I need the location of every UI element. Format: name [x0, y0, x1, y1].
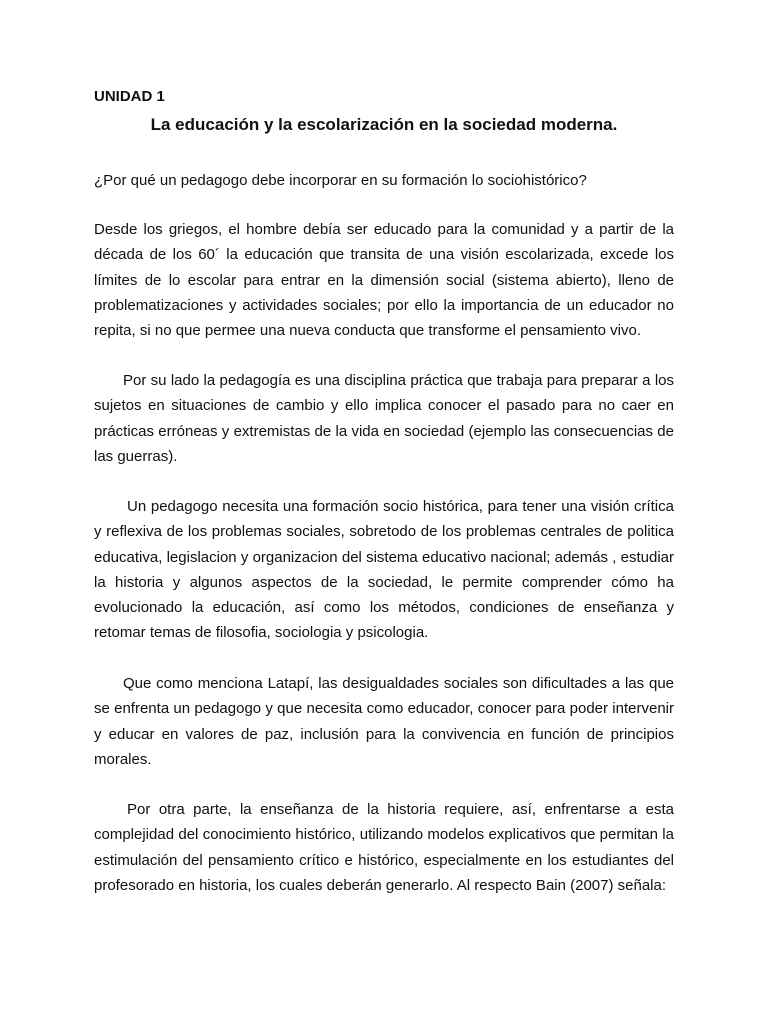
- body-paragraph: Por otra parte, la enseñanza de la historia requiere, así, enfrentarse a esta complejidad del conocimiento histórico, utilizando modelos explicativos que permitan la estimulación del pensamiento crítico e histórico, especialmente en los estudiantes del profesorado en historia, los cuales deberán generarlo. Al respecto Bain (2007) señala:: [94, 801, 674, 894]
- document-title: La educación y la escolarización en la sociedad moderna.: [150, 115, 618, 134]
- body-paragraph: Que como menciona Latapí, las desigualdades sociales son dificultades a las que se enfrenta un pedagogo y que necesita como educador, conocer para poder intervenir y educar en valores de paz, inclusión para la convivencia en función de principios morales.: [94, 675, 674, 768]
- unit-label: UNIDAD 1: [94, 88, 165, 105]
- body-paragraph: Por su lado la pedagogía es una disciplina práctica que trabaja para preparar a los sujetos en situaciones de cambio y ello implica conocer el pasado para no caer en prácticas erróneas y extremistas de la vida en sociedad (ejemplo las consecuencias de las guerras).: [94, 372, 674, 465]
- question-paragraph: ¿Por qué un pedagogo debe incorporar en su formación lo sociohistórico?: [94, 172, 587, 189]
- body-paragraph: Un pedagogo necesita una formación socio histórica, para tener una visión crítica y reflexiva de los problemas sociales, sobretodo de los problemas centrales de politica educativa, legislacion y organizacion del sistema educativo nacional; además , estudiar la historia y algunos aspectos de la sociedad, le permite comprender cómo ha evolucionado la educación, así como los métodos, condiciones de enseñanza y retomar temas de filosofia, sociologia y psicologia.: [94, 498, 674, 642]
- body-paragraph: Desde los griegos, el hombre debía ser educado para la comunidad y a partir de la década de los 60´ la educación que transita de una visión escolarizada, excede los límites de lo escolar para entrar en la dimensión social (sistema abierto), lleno de problematizaciones y actividades sociales; por ello la importancia de un educador no repita, si no que permee una nueva conducta que transforme el pensamiento vivo.: [94, 221, 674, 340]
